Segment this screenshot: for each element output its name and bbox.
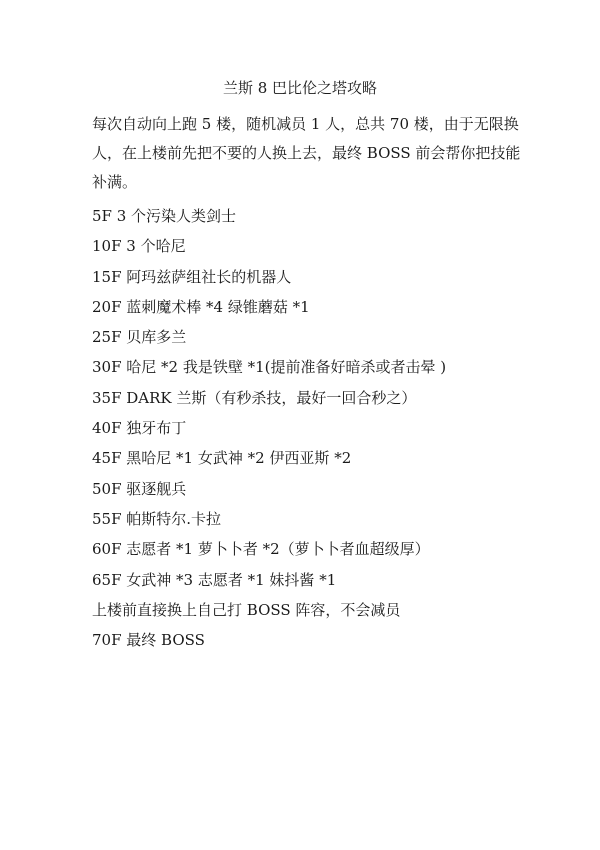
floor-line: 5F 3 个污染人类剑士 [92, 207, 237, 225]
floor-line: 70F 最终 BOSS [92, 631, 205, 650]
floor-list [92, 205, 446, 659]
floor-line: 10F 3 个哈尼 [92, 237, 186, 256]
intro-paragraph: 每次自动向上跑 5 楼，随机减员 1 人，总共 70 楼，由于无限换人，在上楼前先把不要的人换上去，最终 BOSS 前会帮你把技能补满。 [92, 115, 521, 191]
floor-line: 55F 帕斯特尔.卡拉 [92, 509, 222, 528]
floor-line: 15F 阿玛兹萨组社长的机器人 [92, 267, 292, 286]
floor-line: 20F 蓝刺魔术棒 *4 绿锥蘑菇 *1 [92, 297, 310, 316]
floor-line: 40F 独牙布丁 [92, 419, 187, 438]
floor-line: 25F 贝库多兰 [92, 328, 187, 347]
floor-line: 50F 驱逐舰兵 [92, 479, 187, 498]
note-line: 上楼前直接换上自己打 BOSS 阵容，不会减员 [92, 600, 401, 619]
floor-line: 65F 女武神 *3 志愿者 *1 妹抖酱 *1 [92, 570, 337, 589]
floor-line: 35F DARK 兰斯（有秒杀技，最好一回合秒之） [92, 388, 417, 407]
floor-line: 30F 哈尼 *2 我是铁壁 *1(提前准备好暗杀或者击晕 ) [92, 358, 447, 377]
floor-line: 60F 志愿者 *1 萝卜卜者 *2（萝卜卜者血超级厚） [92, 540, 430, 559]
document-title: 兰斯 8 巴比伦之塔攻略 [222, 79, 378, 97]
floor-line: 45F 黑哈尼 *1 女武神 *2 伊西亚斯 *2 [92, 449, 352, 468]
